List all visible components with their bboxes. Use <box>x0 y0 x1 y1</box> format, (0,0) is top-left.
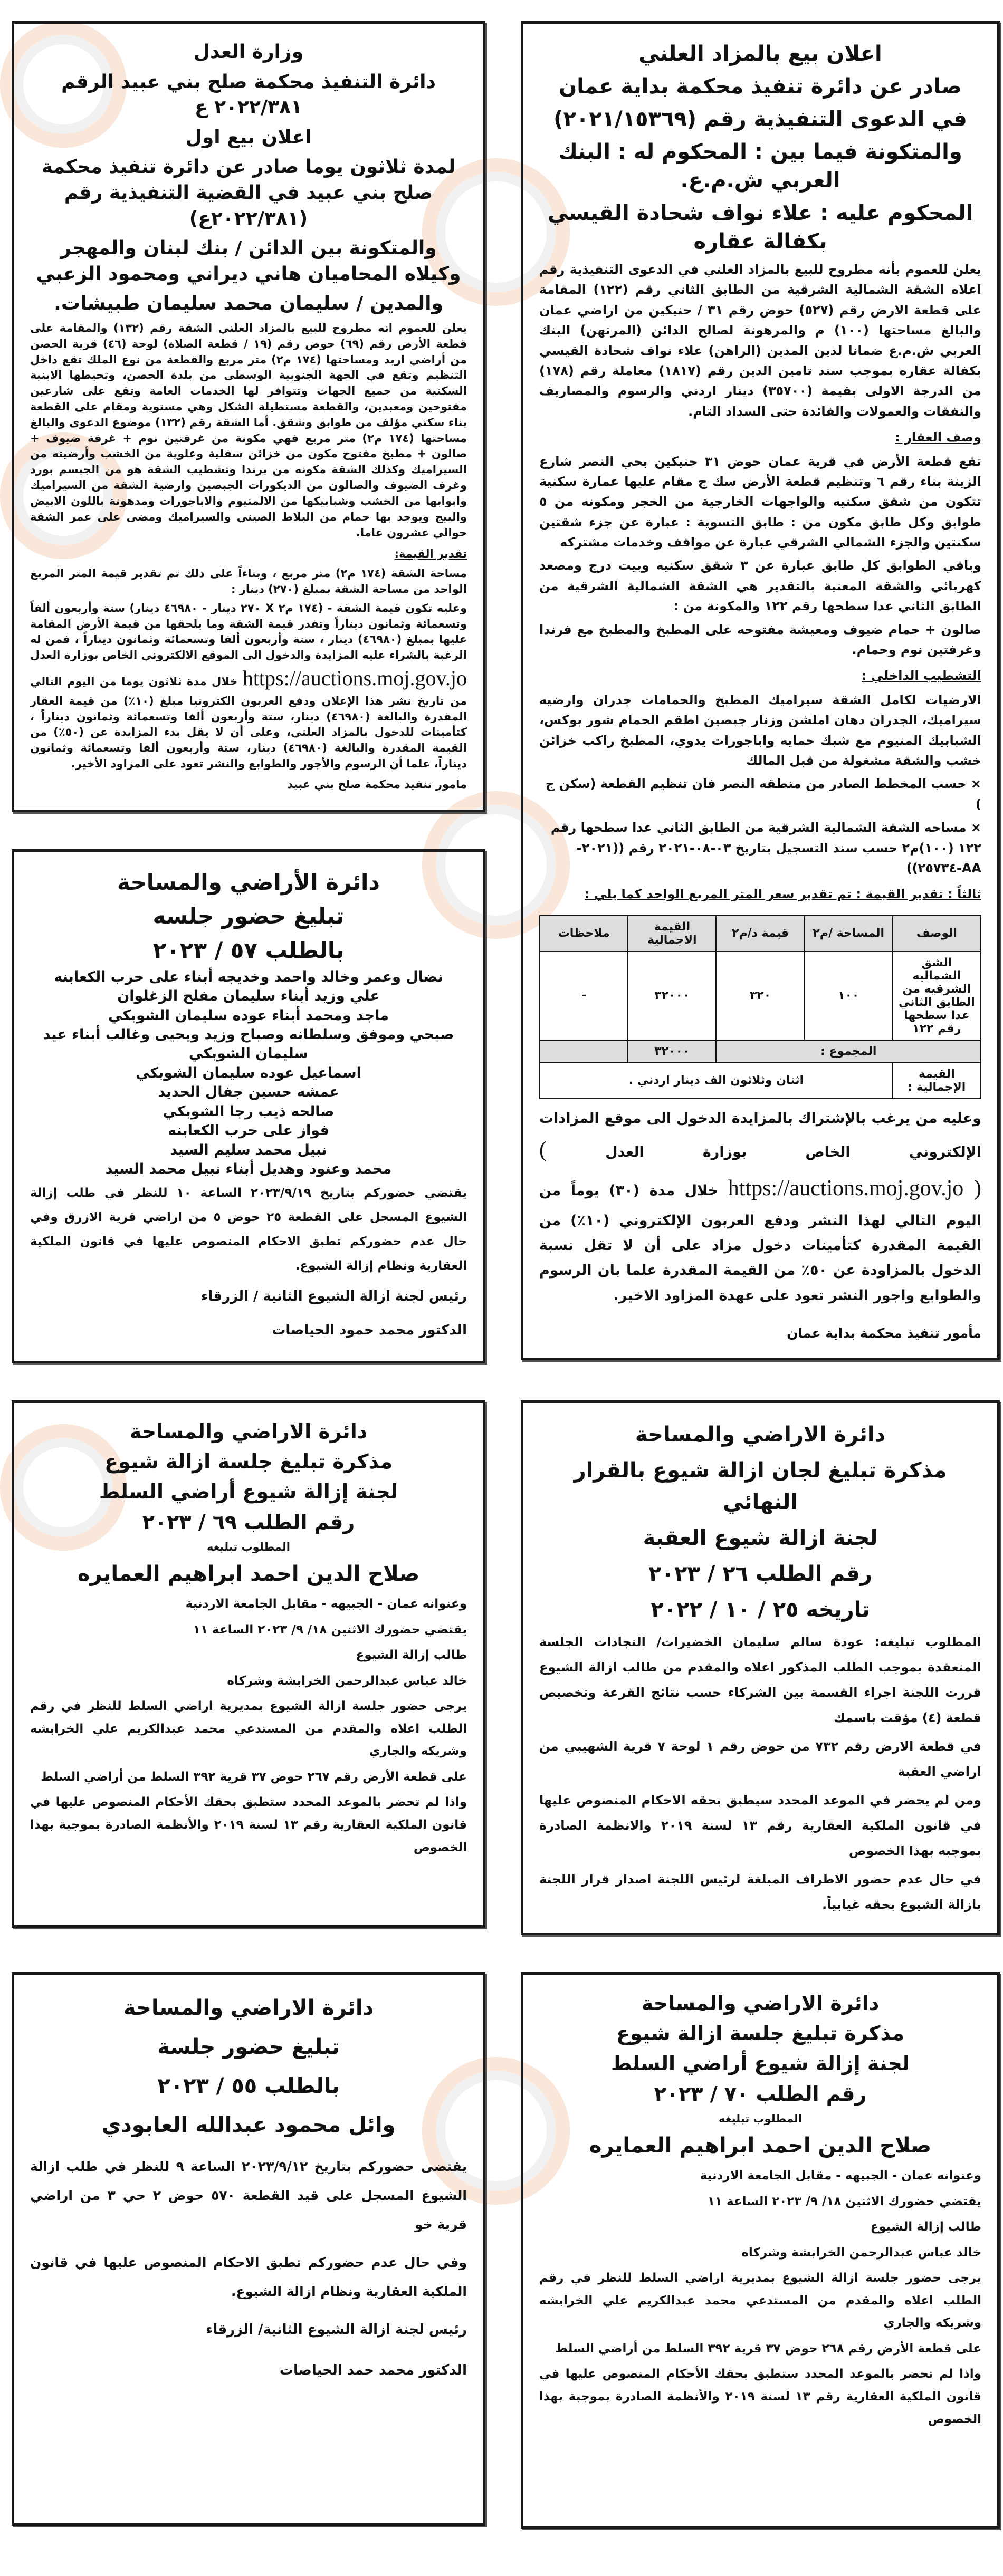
notice-body: مساحة الشقة (١٧٤ م٢) متر مربع ، وبناءاً على ذلك تم تقدير قيمة المتر المربع الواحد من مساحة الشقة بمبلغ (٢٧٠) دينار : <box>30 567 467 595</box>
notice-heading: اعلان بيع بالمزاد العلني <box>638 42 882 66</box>
notice-body: يقتضي حضورك الاثنين ١٨/ ٩/ ٢٠٢٣ الساعة ١١ <box>193 1622 467 1637</box>
notice-signature: الدكتور محمد حمود الحياصات <box>272 1322 467 1338</box>
notice-bullet: × حسب المخطط الصادر من منطقه النصر فان تنظيم القطعة (سكن ج ) <box>545 776 981 812</box>
total-label: المجموع : <box>716 1040 981 1063</box>
notice-heading: صادر عن دائرة تنفيذ محكمة بداية عمان <box>559 74 962 99</box>
grand-total-row <box>540 1063 981 1099</box>
notice-body: يعلن للعموم بأنه مطروح للبيع بالمزاد العلني في الدعوى التنفيذية رقم اعلاه الشقة الشمالية الشرقية من الطابق الثاني رقم (١٢٢) المقامة على قطعة الارض رقم (٥٢٧) حوض رقم ٣١ / حنيكين من اراضي عمان والبالغ مساحتها (١٠٠) م والمرهونة لصالح الدائن (المرتهن) البنك العربي ش.م.ع ضمانا لدين المدين (الراهن) علاء نواف شحادة القيسي بكفالة عقاره بموجب سند تامين الدين رقم (١٨١٧) معاملة رقم (١٧٨) من الدرجة الاولى بقيمة (٣٥٧٠٠) دينار اردني والرسوم والمصاريف والنفقات والعمولات والفائدة حتى السداد التام. <box>539 262 982 419</box>
notice-body: وعنوانه عمان - الجبيهه - مقابل الجامعة الاردنية <box>700 2169 981 2183</box>
notice-body: ومن لم يحضر في الموعد المحدد سيطبق بحقه الاحكام المنصوص عليها في قانون الملكية العقارية رقم ١٣ لسنة ٢٠١٩ والانظمة الصادرة بموجبه بهذا الخصوص <box>539 1792 982 1858</box>
notice-subheading: وصف العقار : <box>895 430 981 445</box>
notice-heading: تبليغ حضور جلسة <box>157 2034 340 2059</box>
notice-body: وعنوانه عمان - الجبيهه - مقابل الجامعة الاردنية <box>185 1597 467 1611</box>
notice-heading: وائل محمود عبدالله العابودي <box>101 2112 396 2137</box>
table-cell: ١٠٠ <box>805 951 893 1040</box>
grand-total-label: القيمة الإجمالية : <box>893 1063 981 1099</box>
notice-heading: مذكرة تبليغ جلسة ازالة شيوع <box>104 1449 393 1473</box>
notice-name: محمد وعنود وهديل أبناء نبيل محمد السيد <box>105 1161 392 1178</box>
notice-heading: دائرة التنفيذ محكمة صلح بني عبيد الرقم ٢٠٢٢/٣٨١ ع <box>61 71 436 119</box>
valuation-table <box>539 915 981 1099</box>
total-notes <box>540 1040 628 1063</box>
auction-notice-salt-bani-obeid <box>12 21 485 812</box>
column-header: القيمة الاجمالية <box>628 916 716 951</box>
notice-heading: تاريخه ٢٥ / ١٠ / ٢٠٢٢ <box>651 1597 870 1622</box>
notice-heading: بالطلب ٥٧ / ٢٠٢٣ <box>152 937 345 964</box>
table-cell: ٣٢٠ <box>716 951 804 1040</box>
right-column <box>521 21 1000 1360</box>
paragraph-text: خلال مدة ثلاثون يوما من اليوم التالي من تاريخ نشر هذا الإعلان ودفع العربون الكترونيا مبلغ (١٠٪) من قيمة العقار المقدرة والبالغة (٤٦٩٨٠) دينار، ستة وأربعون ألفا وتسعمائة وثمانون ديناراً ، كتأمينات للدخول بالمزاد العلني، وعلى أن لا يقل بدء المزايدة عن (٥٠٪) من القيمة المقدرة والبالغة (٤٦٩٨٠) دينار، ستة وأربعون ألفا وتسعمائة وثمانون ديناراً، علما أن الرسوم والأجور والطوابع والنشر تعود على المزاود الأخير. <box>30 675 467 771</box>
paragraph-text: خلال مدة (٣٠) يوماً من اليوم التالي لهذا النشر ودفع العربون الإلكتروني (١٠٪) من القيمة المقدرة كتأمينات دخول مزاد على أن لا تقل نسبة الدخول بالمزاودة عن ٥٠٪ من القيمة المقدرة علما بان الرسوم والطوابع واجور النشر تعود على عهدة المزاود الاخير. <box>539 1183 981 1304</box>
notice-heading: لمدة ثلاثون يوما صادر عن دائرة تنفيذ محكمة صلح بني عبيد في القضية التنفيذية رقم (٢٠٢٢/٣٨١ع) <box>41 156 456 229</box>
notice-name: علي وزيد أبناء سليمان مفلح الزغلوان <box>117 988 380 1005</box>
auction-website-link[interactable]: ( https://auctions.moj.gov.jo ) <box>539 1137 982 1201</box>
notice-body: خالد عباس عبدالرحمن الخرابشة وشركاه <box>741 2245 981 2260</box>
notice-body: طالب إزالة الشيوع <box>870 2220 981 2234</box>
notice-signature: رئيس لجنة ازالة الشيوع الثانية / الزرقاء <box>200 1288 467 1304</box>
notice-body: يعلن للعموم انه مطروح للبيع بالمزاد العلني الشقة رقم (١٣٢) والمقامة على قطعة الأرض رقم (٦٩) حوض رقم (١٩ / قطعة الصلاة) لوحة (٤٦) قرية الحصن من أراضي اربد ومساحتها (١٧٤ م٢) متر مربع والقطعة من نوع الملك تقع داخل التنظيم وتقع في الجهة الجنوبية الوسطى من بلدة الحصن، وتحيطها الابنية السكنية من جميع الجهات وتتوافر لها الخدمات العامة وتقع على شارعين مفتوحين ومعبدين، والقطعة مستطيلة الشكل وهي مستوية ومقام على القطعة بناء سكني مؤلف من طوابق وشقق. أما الشقة رقم (١٣٢) موضوع الدعوى والبالغ مساحتها (١٧٤ م٢) متر مربع فهي مكونة من غرفتين نوم + غرفة ضيوف + صالون + مطبخ مفتوح مكون من خزائن سفلية وعلوية من الخشب وأرضيته من السيراميك وكذلك الشقة مكونه من برندا وتشطيب الشقة هو من الجبسم بورد وغرف الضيوف والصالون من الديكورات الجبصين وارضية الشقة من السيراميك وابوابها من الخشب وشبابيكها من الالمنيوم والاباجورات ومدهونة باللون الابيض والبيج ويوجد بها حمام من البلاط الصيني والسيراميك ومضى على عمر الشقة حوالي عشرون عاما. <box>30 321 467 539</box>
total-value: ٣٢٠٠٠ <box>628 1040 716 1063</box>
notice-body: وفي حال عدم حضوركم تطبق الاحكام المنصوص عليها في قانون الملكية العقارية ونظام ازالة الشيوع. <box>30 2254 467 2299</box>
notice-body: على قطعة الأرض رقم ٢٦٨ حوض ٣٧ قرية ٣٩٢ السلط من أراضي السلط <box>555 2341 981 2356</box>
notice-heading: تبليغ حضور جلسه <box>152 903 345 929</box>
session-notice-request-57 <box>12 849 485 1363</box>
table-row <box>540 951 981 1040</box>
partition-notice-request-69 <box>12 1400 485 1928</box>
notice-heading: دائرة الاراضي والمساحة <box>641 1991 880 2015</box>
notice-body: تقع قطعة الأرض في قرية عمان حوض ٣١ حنيكين بحي النصر شارع الزينة بناء رقم ٦ وتنظيم قطعة الأرض سك ج مقام عليها عمارة سكنية تتكون من شقق سكنيه والواجهات الخارجية من الحجر ومكونه من ٥ طوابق وكل طابق مكون من : طابق التسوية : عبارة عن جزء شقتين سكنتين والجزء الشمالي الشرقي عبارة عن مواقف وخدمات مشتركه <box>539 454 981 550</box>
notice-heading: والمدين / سليمان محمد سليمان طبيشات. <box>54 293 443 315</box>
notice-body: المطلوب تبليغه: عودة سالم سليمان الخضيرات/ النجادات الجلسة المنعقدة بموجب الطلب المذكور اعلاه والمقدم من طالب ازالة الشيوع قررت اللجنة اجراء القسمة بين الشركاء حسب نتائج القرعة وتخصيص قطعة (٤) مؤقت باسمك <box>539 1634 981 1725</box>
notice-heading: وزارة العدل <box>193 41 304 63</box>
notice-heading: رقم الطلب ٧٠ / ٢٠٢٣ <box>654 2082 867 2106</box>
notice-name: فواز على حرب الكعابنه <box>168 1122 329 1139</box>
notice-body: وباقي الطوابق كل طابق عبارة عن ٣ شقق سكنيه وبيت درج ومصعد كهربائي والشقة المعنية بالتقدير هي الشقة الشمالية الشرقية من الطابق الثاني عدا سطحها رقم ١٢٢ والمكونة من : <box>539 558 981 614</box>
notice-heading: مذكرة تبليغ جلسة ازالة شيوع <box>616 2021 904 2045</box>
notice-signature: رئيس لجنة ازالة الشيوع الثانية/ الزرقاء <box>206 2321 467 2338</box>
paragraph-text: وعليه من يرغب بالإشتراك بالمزايدة الدخول الى موقع المزادات الإلكتروني الخاص بوزارة العدل <box>539 1110 981 1160</box>
notice-bullet: × مساحه الشقة الشمالية الشرقية من الطابق الثاني عدا سطحها رقم ١٢٢ (١٠٠)م٢ حسب سند التسجيل بتاريخ ٠٣-٠٨-٢٠٢١ رقم ((٢٠٢١-AA-٢٥٧٣٤)) <box>550 820 981 876</box>
auction-notice-amman-court <box>521 21 1000 1360</box>
notice-heading: والمتكونة بين الدائن / بنك لبنان والمهجر وكيلاه المحاميان هاني ديراني ومحمود الزعبي <box>36 237 461 285</box>
column-header: قيمة د/م٢ <box>716 916 804 951</box>
notice-heading: لجنة إزالة شيوع أراضي السلط <box>99 1480 398 1504</box>
notice-body <box>30 601 467 772</box>
column-header: المساحة /م٢ <box>805 916 893 951</box>
column-header: ملاحظات <box>540 916 628 951</box>
session-notice-request-55 <box>12 1972 485 2526</box>
notice-name: نبيل محمد سليم السيد <box>170 1141 327 1158</box>
notice-heading: بالطلب ٥٥ / ٢٠٢٣ <box>157 2073 340 2098</box>
notice-body: صالون + حمام ضيوف ومعيشة مفتوحه على المطبخ والمطبخ مع فرندا وغرفتين نوم وحمام. <box>539 622 981 658</box>
notice-heading: والمتكونة فيما بين : المحكوم له : البنك العربي ش.م.ع. <box>558 140 962 193</box>
auction-website-link[interactable]: https://auctions.moj.gov.jo <box>242 666 467 690</box>
notice-subheading: ثالثاً : تقدير القيمة : تم تقدير سعر المتر المربع الواحد كما يلي : <box>585 887 981 902</box>
notice-body: في حال عدم حضور الاطراف المبلغة لرئيس اللجنة اصدار قرار اللجنة بازالة الشيوع بحقه غيابياً. <box>539 1871 981 1912</box>
notice-signature: مأمور تنفيذ محكمة بداية عمان <box>787 1325 981 1341</box>
notice-heading: لجنة إزالة شيوع أراضي السلط <box>610 2052 910 2075</box>
notice-heading: رقم الطلب ٢٦ / ٢٠٢٣ <box>648 1561 872 1586</box>
notice-heading: دائرة الاراضي والمساحة <box>123 1995 374 2020</box>
table-cell: - <box>540 951 628 1040</box>
notice-heading: لجنة ازالة شيوع العقبة <box>643 1525 878 1550</box>
notice-body: واذا لم تحضر بالموعد المحدد ستطبق بحقك الأحكام المنصوص عليها في قانون الملكية العقارية رقم ١٣ لسنة ٢٠١٩ والأنظمة الصادرة بموجبة بهذا الخصوص <box>539 2367 981 2426</box>
notice-body: يرجى حضور جلسة ازالة الشيوع بمديرية اراضي السلط للنظر في رقم الطلب اعلاه والمقدم من المستدعي محمد عبدالكريم علي الخرابشه وشريكه والجاري <box>539 2271 981 2330</box>
notice-signature: الدكتور محمد حمد الحياصات <box>279 2362 467 2378</box>
notice-name: ماجد ومحمد أبناء عوده سليمان الشوبكي <box>108 1007 389 1024</box>
total-row <box>540 1040 981 1063</box>
notice-name: عمشه حسين جفال الحديد <box>158 1084 339 1101</box>
ads-row-3 <box>12 1972 1000 2529</box>
paragraph-text: وعليه تكون قيمة الشقة - (١٧٤ م٢ X ٢٧٠ دينار - ٤٦٩٨٠ دينار) ستة وأربعون ألفاً وتسعمائة وثمانون ديناراً وتقدر قيمة الشقة وما يلحقها من قيمة الأرض المقامة عليها بمبلغ (٤٦٩٨٠) دينار ، ستة وأربعون ألفا وتسعمائة وثمانون ديناراً ، فمن له الرغبة بالشراء عليه المزايدة والدخول الى الموقع الالكتروني الخاص بوزارة العدل <box>30 601 467 662</box>
notice-closing <box>539 1106 981 1308</box>
grand-total-value: اثنان وثلاثون الف دينار اردني . <box>540 1063 893 1099</box>
notice-name: نضال وعمر وخالد واحمد وخديجه أبناء على حرب الكعابنه <box>54 968 443 985</box>
notice-name: صلاح الدين احمد ابراهيم العمايره <box>589 2133 932 2158</box>
notice-name: صالحه ذيب رجا الشوبكي <box>163 1103 335 1120</box>
notice-heading: في الدعوى التنفيذية رقم (٢٠٢١/١٥٣٦٩) <box>553 107 967 131</box>
notice-name: اسماعيل عوده سليمان الشوبكي <box>136 1064 361 1081</box>
notice-label: المطلوب تبليغه <box>719 2112 802 2126</box>
notice-signature: مامور تنفيذ محكمة صلح بني عبيد <box>287 777 467 791</box>
notice-name: صلاح الدين احمد ابراهيم العمايره <box>77 1562 420 1587</box>
partition-final-decision-request-26 <box>521 1400 1000 1935</box>
notice-body: خالد عباس عبدالرحمن الخرابشة وشركاه <box>227 1674 467 1688</box>
table-cell: ٣٢٠٠٠ <box>628 951 716 1040</box>
notice-heading: دائرة الاراضي والمساحة <box>129 1419 368 1443</box>
partition-notice-request-70 <box>521 1972 1000 2529</box>
notice-body: يرجى حضور جلسة ازالة الشيوع بمديرية اراضي السلط للنظر في رقم الطلب اعلاه والمقدم من المستدعي محمد عبدالكريم علي الخرابشه وشريكه والجاري <box>30 1699 467 1758</box>
notice-body: يقتضى حضوركم بتاريخ ٢٠٢٣/٩/١٢ الساعة ٩ للنظر في طلب ازالة الشيوع المسجل على قيد القطعة ٥٧٠ حوض ٢ حي ٣ من اراضي قرية خو <box>30 2158 467 2232</box>
notice-heading: دائرة الاراضي والمساحة <box>635 1422 886 1447</box>
notice-subheading: التشطيب الداخلي : <box>861 668 981 684</box>
ads-row-1 <box>12 21 1000 1363</box>
notice-body: واذا لم تحضر بالموعد المحدد ستطبق بحقك الأحكام المنصوص عليها في قانون الملكية العقارية رقم ١٣ لسنة ٢٠١٩ والأنظمة الصادرة بموجبة بهذا الخصوص <box>30 1795 467 1854</box>
table-cell: الشق الشماليه الشرقيه من الطابق الثاني عدا سطحها رقم ١٢٢ <box>893 951 981 1040</box>
notice-body: طالب إزالة الشيوع <box>356 1648 467 1662</box>
notice-body: في قطعة الارض رقم ٧٣٢ من حوض رقم ١ لوحة ٧ قرية الشهيبي من اراضي العقبة <box>539 1738 982 1779</box>
notice-body: يقتضي حضوركم بتاريخ ٢٠٢٣/٩/١٩ الساعة ١٠ للنظر في طلب إزالة الشيوع المسجل على القطعة ٢٥ حوض ٥ من اراضي قرية الازرق وفي حال عدم حضوركم تطبق الاحكام المنصوص عليها في قانون الملكية العقارية ونظام إزالة الشيوع. <box>30 1186 467 1273</box>
notice-name: صبحي وموفق وسلطانه وصباح وزيد ويحيى وغالب أبناء عيد سليمان الشوبكي <box>43 1026 454 1062</box>
notice-subheading: تقدير القيمة: <box>394 547 467 561</box>
notice-heading: مذكرة تبليغ لجان ازالة شيوع بالقرار النهائي <box>574 1458 947 1514</box>
table-header-row <box>540 916 981 951</box>
notice-heading: رقم الطلب ٦٩ / ٢٠٢٣ <box>142 1510 355 1534</box>
notice-label: المطلوب تبليغه <box>207 1541 290 1554</box>
notice-body: الارضيات لكامل الشقة سيراميك المطبخ والحمامات جدران وارضيه سيراميك، الجدران دهان املشن وزنار جبصين اطقم الحمام شور بوكس، الشبابيك المنيوم مع شبك حمايه واباجورات يدوي، المطبخ راكب خزائن خشب والشقة مشغولة من قبل المالك <box>539 692 981 768</box>
notice-heading: اعلان بيع اول <box>185 126 312 148</box>
notice-heading: دائرة الأراضي والمساحة <box>117 869 380 895</box>
column-header: الوصف <box>893 916 981 951</box>
left-column <box>12 21 485 1363</box>
ads-row-2 <box>12 1400 1000 1935</box>
notice-body: يقتضي حضورك الاثنين ١٨/ ٩/ ٢٠٢٣ الساعة ١١ <box>707 2194 981 2208</box>
notice-heading: المحكوم عليه : علاء نواف شحادة القيسي بكفالة عقاره <box>547 201 973 254</box>
notice-body: على قطعة الأرض رقم ٢٦٧ حوض ٣٧ قرية ٣٩٢ السلط من أراضي السلط <box>41 1770 467 1784</box>
